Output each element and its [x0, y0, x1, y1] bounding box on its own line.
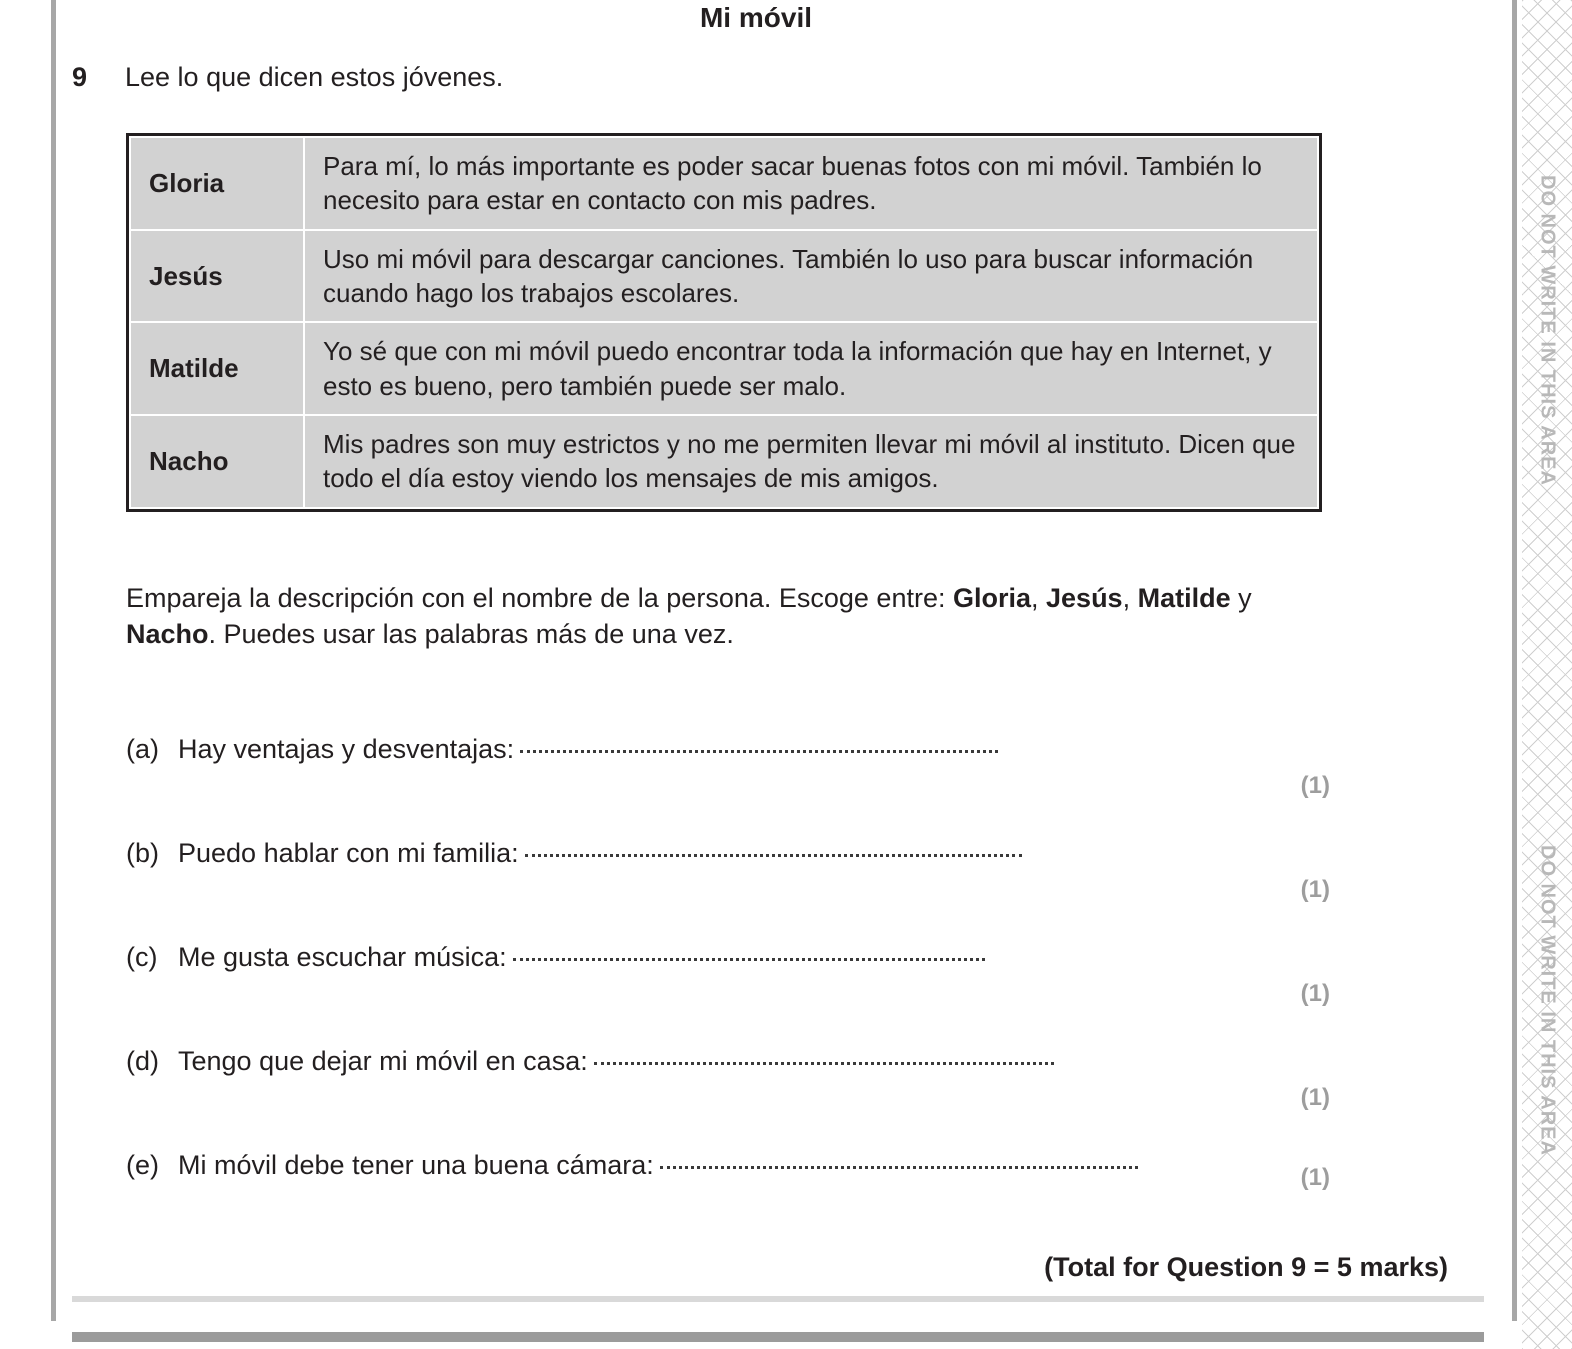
answer-item — [126, 838, 1022, 869]
table-row — [131, 323, 1317, 414]
answer-blank-line[interactable] — [594, 1062, 1054, 1065]
instruction-text-part2: . Puedes usar las palabras más de una vez. — [208, 619, 734, 650]
speaker-name: Gloria — [131, 138, 303, 229]
table-row — [131, 231, 1317, 322]
answer-blank-line[interactable] — [525, 854, 1022, 857]
do-not-write-text-bottom: DO NOT WRITE IN THIS AREA — [1536, 844, 1559, 1156]
speaker-quote: Yo sé que con mi móvil puedo encontrar toda la información que hay en Internet, y esto es bueno, pero también puede ser malo. — [305, 323, 1317, 414]
answer-item-letter: (d) — [126, 1046, 159, 1076]
question-stem: Lee lo que dicen estos jóvenes. — [125, 62, 504, 92]
mark-allocation: (1) — [1300, 1084, 1330, 1111]
answer-item-label: Mi móvil debe tener una buena cámara: — [178, 1150, 654, 1180]
answer-blank-line[interactable] — [513, 958, 985, 961]
instruction-name-matilde: Matilde — [1137, 583, 1231, 613]
instruction-paragraph — [126, 580, 1326, 653]
answer-item-label: Hay ventajas y desventajas: — [178, 734, 515, 764]
answer-item — [126, 1150, 1138, 1181]
total-marks-line: (Total for Question 9 = 5 marks) — [1044, 1252, 1448, 1282]
page-title: Mi móvil — [699, 2, 812, 33]
speaker-quote: Uso mi móvil para descargar canciones. También lo uso para buscar información cuando hago los trabajos escolares. — [305, 231, 1317, 322]
left-margin-rule — [51, 0, 56, 1321]
speaker-name: Matilde — [131, 323, 303, 414]
answer-item-letter: (e) — [126, 1150, 159, 1180]
answer-item-label: Tengo que dejar mi móvil en casa: — [178, 1046, 588, 1076]
speech-table — [126, 133, 1322, 512]
answer-blank-line[interactable] — [520, 750, 998, 753]
instruction-sep3: y — [1230, 583, 1252, 613]
answer-item-letter: (c) — [126, 942, 158, 972]
mark-allocation: (1) — [1300, 876, 1330, 903]
speaker-name: Nacho — [131, 416, 303, 507]
instruction-name-nacho: Nacho — [126, 619, 209, 650]
mark-allocation: (1) — [1300, 772, 1330, 799]
bottom-rule-light — [72, 1296, 1484, 1302]
answer-item-letter: (a) — [126, 734, 159, 764]
table-row — [131, 416, 1317, 507]
answer-item-label: Puedo hablar con mi familia: — [178, 838, 519, 868]
answer-item — [126, 942, 985, 973]
table-row — [131, 138, 1317, 229]
question-number: 9 — [72, 62, 88, 92]
instruction-name-jesus: Jesús — [1046, 583, 1123, 613]
answer-item-letter: (b) — [126, 838, 159, 868]
do-not-write-text-top: DO NOT WRITE IN THIS AREA — [1536, 174, 1559, 486]
instruction-sep2: , — [1122, 583, 1138, 613]
mark-allocation: (1) — [1300, 980, 1330, 1007]
do-not-write-area-strip — [1522, 0, 1572, 1349]
answer-item-label: Me gusta escuchar música: — [178, 942, 507, 972]
instruction-name-gloria: Gloria — [952, 583, 1031, 613]
bottom-rule-dark — [72, 1332, 1484, 1342]
answer-item — [126, 734, 998, 765]
speaker-quote: Para mí, lo más importante es poder sacar buenas fotos con mi móvil. También lo necesito para estar en contacto con mis padres. — [305, 138, 1317, 229]
mark-allocation: (1) — [1300, 1164, 1330, 1191]
right-margin-rule — [1512, 0, 1517, 1321]
answer-item — [126, 1046, 1054, 1077]
answer-blank-line[interactable] — [660, 1166, 1138, 1169]
instruction-text-part1: Empareja la descripción con el nombre de la persona. Escoge entre: — [126, 583, 953, 613]
instruction-sep1: , — [1031, 583, 1047, 613]
speaker-name: Jesús — [131, 231, 303, 322]
speaker-quote: Mis padres son muy estrictos y no me permiten llevar mi móvil al instituto. Dicen que todo el día estoy viendo los mensajes de mis amigos. — [305, 416, 1317, 507]
